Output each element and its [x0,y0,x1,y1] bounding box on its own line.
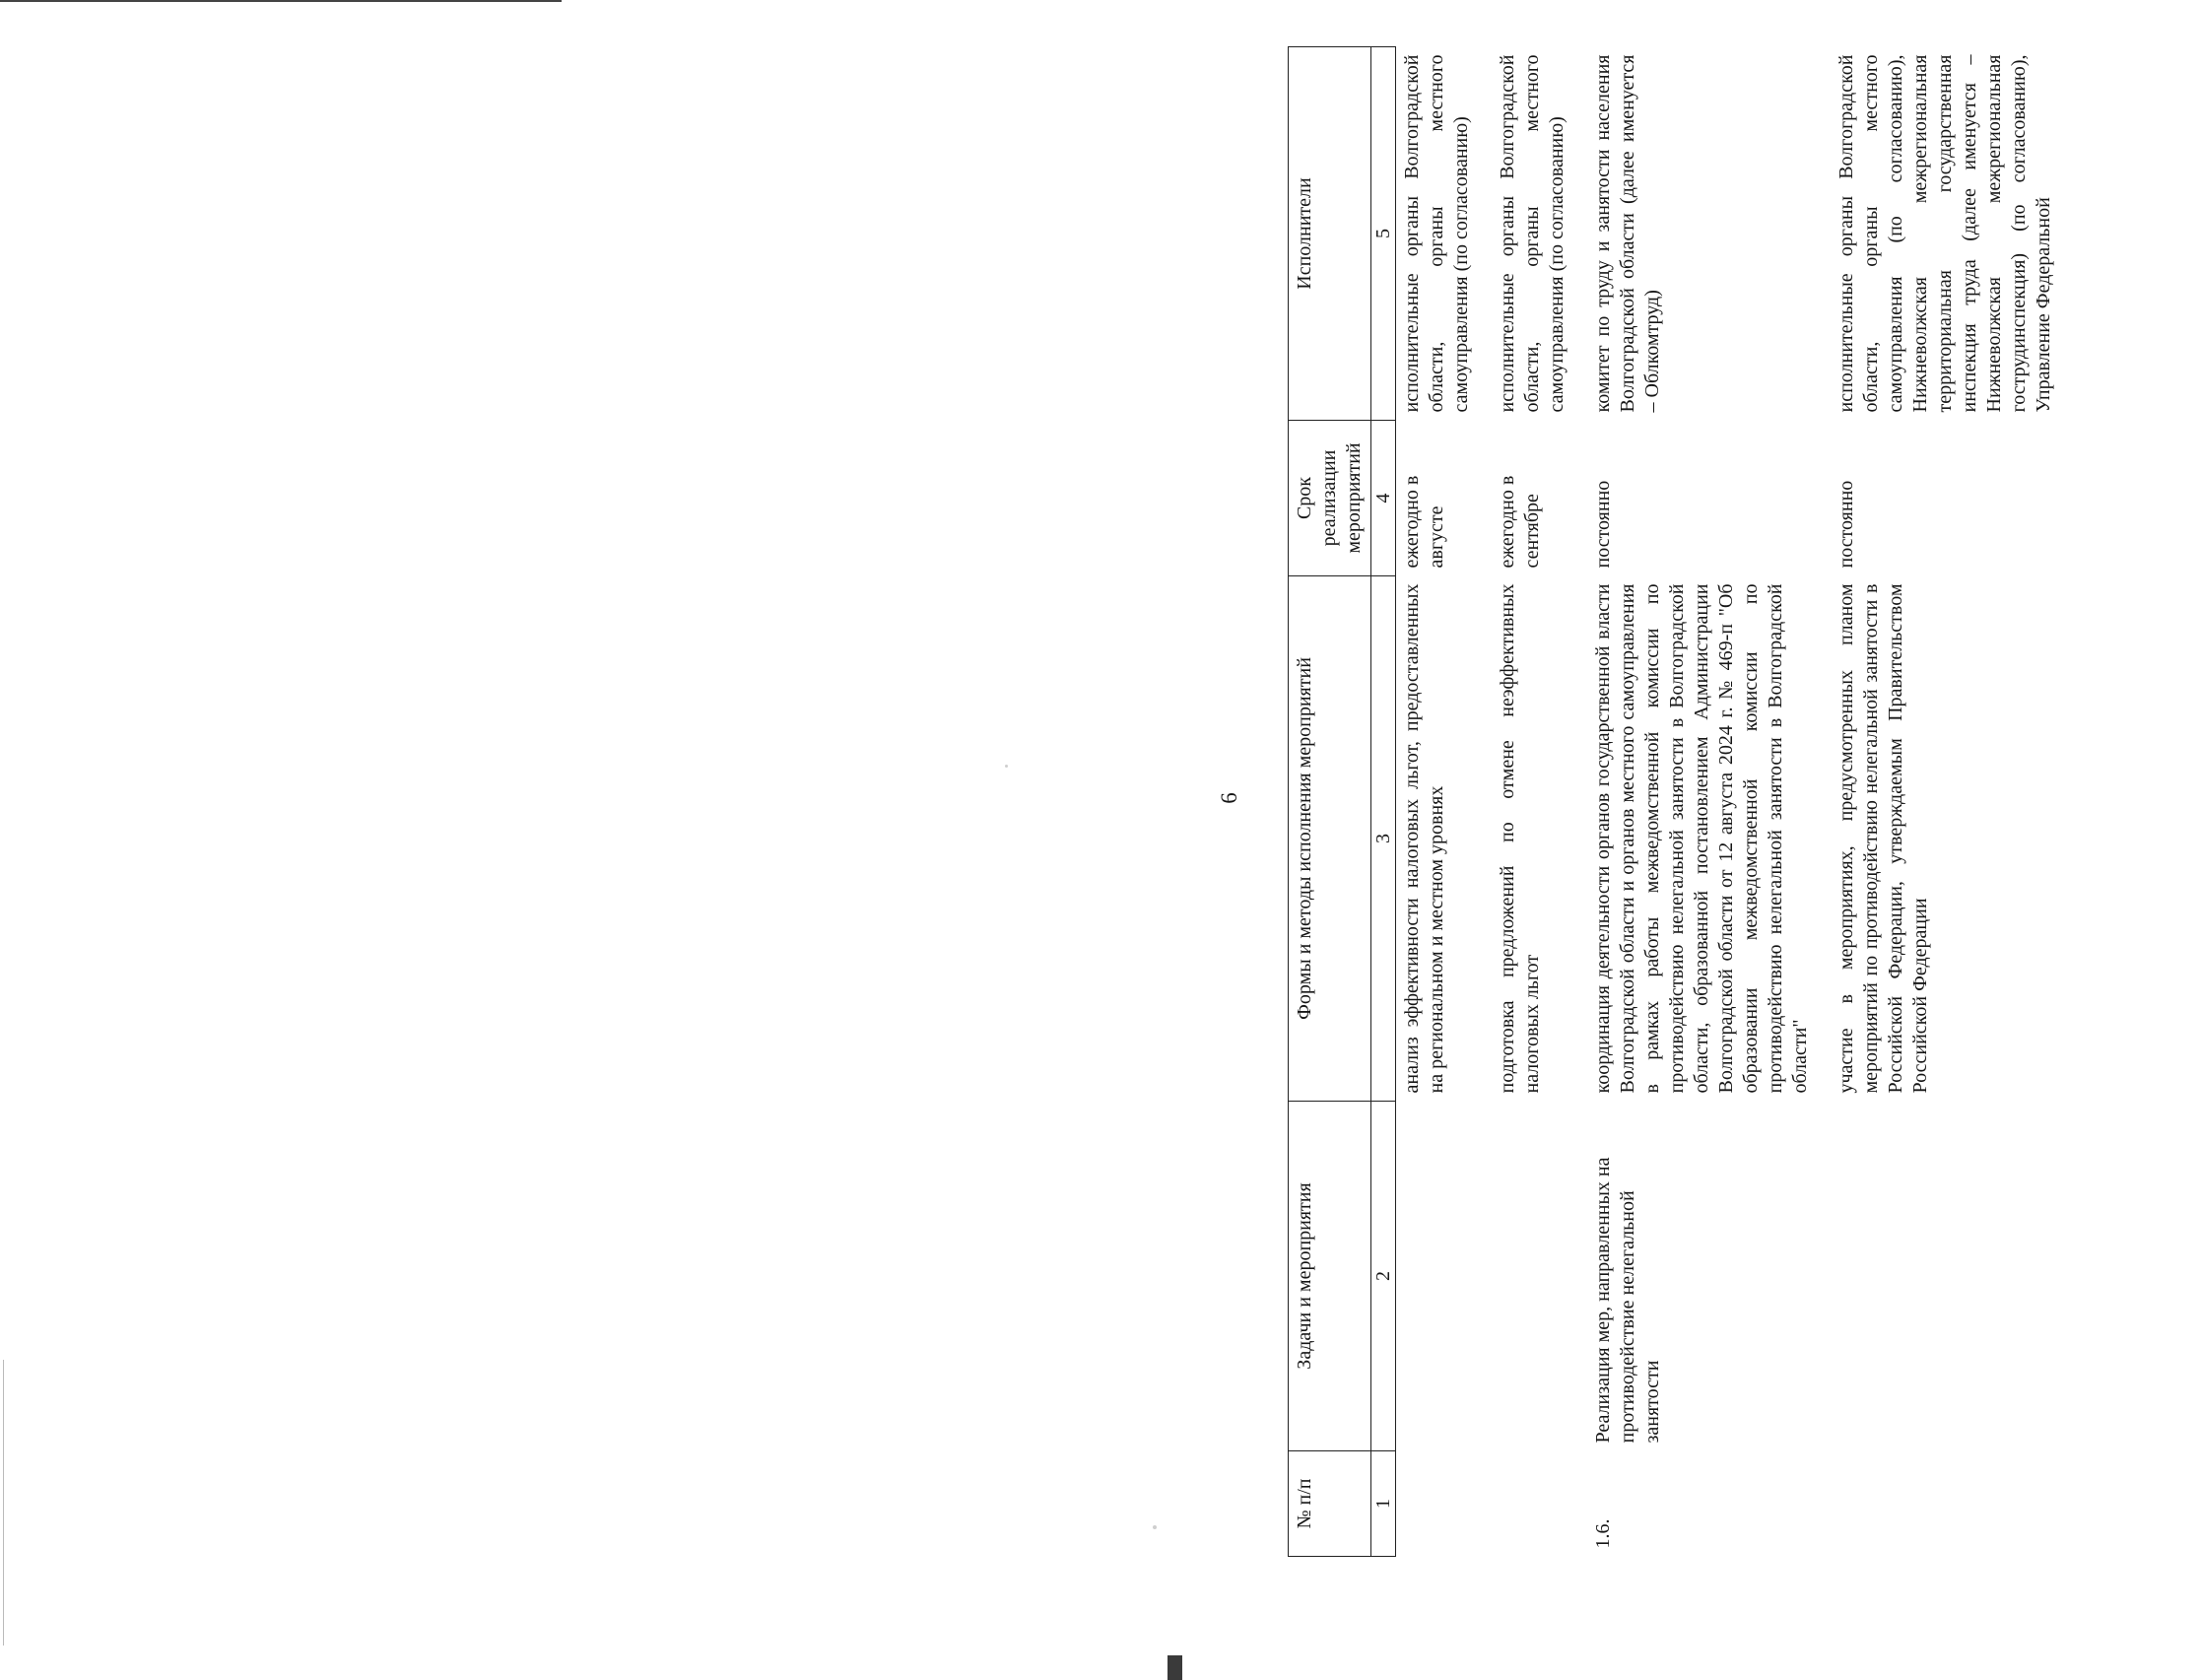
row-number [1831,1451,2074,1557]
column-number: 5 [1371,47,1396,421]
row-term: постоянно [1835,480,1857,569]
scan-corner-mark [1168,1655,1182,1680]
row-executors: исполнительные органы Волгоградской области, органы местного самоуправления (по согласованию) [1497,54,1568,413]
row-task [1396,1102,1493,1451]
row-task [1492,1102,1587,1451]
scan-edge-top [0,0,562,2]
row-term: постоянно [1592,480,1614,569]
row-executors: комитет по труду и занятости населения Волгоградской области (далее именуется – Облкомтруд) [1592,54,1663,413]
header-number: № п/п [1289,1451,1371,1557]
column-number: 3 [1371,576,1396,1102]
row-term: ежегодно в августе [1401,475,1447,569]
header-term: Срок реализации мероприятий [1289,421,1371,576]
document-page [1168,44,2202,1557]
row-number [1492,1451,1587,1557]
scan-edge-left [3,1360,4,1646]
row-form: координация деятельности органов государственной власти Волгоградской области и органов местного самоуправления в рамках работы межведомственной комиссии по противодействию нелегальной занятости в Волгоградской области, образованной постановлением Администрации Волгоградской области от 12 августа 2024 г. № 469-п "Об образовании межведомственной комиссии по противодействию нелегальной занятости в Волгоградской области" [1592,583,1811,1094]
column-number: 4 [1371,421,1396,576]
row-number: 1.6. [1592,1518,1614,1549]
row-task: Реализация мер, направленных на противодействие нелегальной занятости [1592,1157,1663,1444]
table-row [1492,47,1587,1557]
column-number: 2 [1371,1102,1396,1451]
measures-table [1288,46,2074,1557]
header-executors: Исполнители [1289,47,1371,421]
row-task [1831,1102,2074,1451]
scan-speck [1005,765,1008,768]
row-form: анализ эффективности налоговых льгот, предоставленных на региональном и местном уровнях [1401,583,1447,1094]
table-row [1396,47,1493,1557]
table-row [1831,47,2074,1557]
row-executors: исполнительные органы Волгоградской области, органы местного самоуправления (по согласованию), Нижневолжская межрегиональная территориальная государственная инспекция труда (далее именуется – Нижневолжская межрегиональная гострудинспекция) (по согласованию), Управление Федеральной [1835,54,2054,413]
column-number-row [1371,47,1396,1557]
table-header-row [1289,47,1371,1557]
row-form: участие в мероприятиях, предусмотренных планом мероприятий по противодействию нелегальной занятости в Российской Федерации, утверждаемым Правительством Российской Федерации [1835,583,1931,1094]
header-tasks: Задачи и мероприятия [1289,1102,1371,1451]
row-executors: исполнительные органы Волгоградской области, органы местного самоуправления (по согласованию) [1401,54,1472,413]
table-row [1587,47,1831,1557]
scan-speck [1153,1525,1157,1529]
page-number: 6 [1217,792,1241,804]
row-form: подготовка предложений по отмене неэффективных налоговых льгот [1497,583,1543,1094]
column-number: 1 [1371,1451,1396,1557]
row-term: ежегодно в сентябре [1497,475,1543,569]
header-forms-methods: Формы и методы исполнения мероприятий [1289,576,1371,1102]
row-number [1396,1451,1493,1557]
